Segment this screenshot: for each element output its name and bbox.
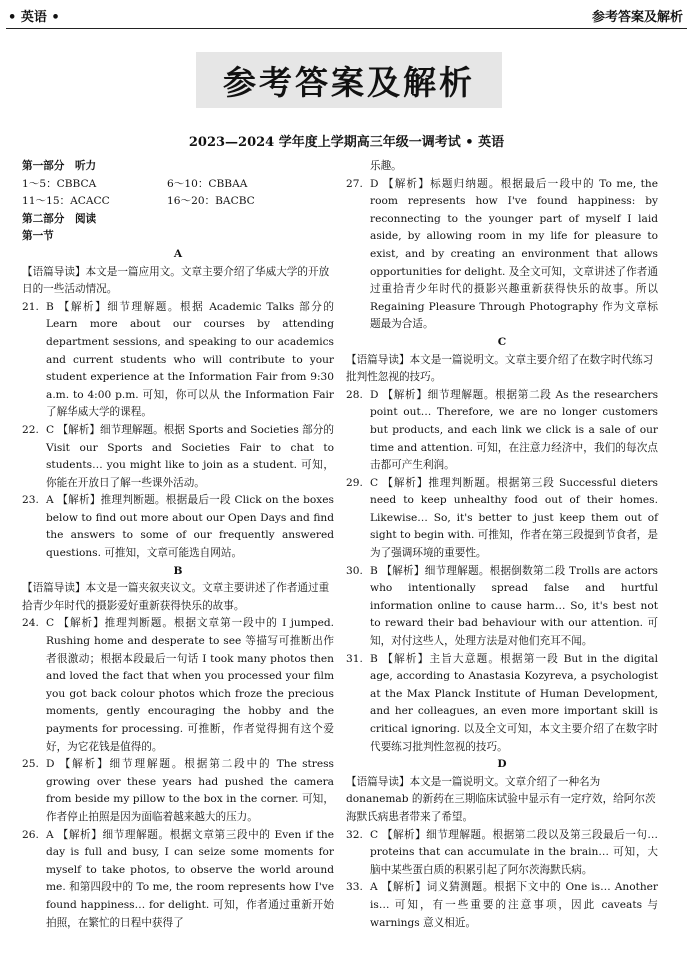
question-explanation: B 【解析】细节理解题。根据倒数第二段 Trolls are actors who intentionally spread false and hurtful information online to cause harm… So, it's best not to reward their bad behaviour with our attention. 可知，对付这些人，处理方法是对他们充耳不闻。 [370,564,658,648]
exam-title: 2023—2024 学年度上学期高三年级一调考试 • 英语 [188,135,505,150]
answer-group: 11～15：ACACC [22,195,110,208]
question-explanation: B 【解析】细节理解题。根据 Academic Talks 部分的 Learn more about our courses by attending department sessions, and speaking to our academics and current students who will contribute to your student experience at the Information Fair from 9:30 a.m. to 4:00 p.m. 可知，你可以从 the Information Fair 了解华威大学的课程。 [46,300,334,419]
section1-heading: 第一节 [22,230,54,243]
passage-intro-d: 【语篇导读】本文是一篇说明文。文章介绍了一种名为 donanemab 的新药在三期临床试验中显示有一定疗效，给阿尔茨海默氏病患者带来了希望。 [346,775,656,823]
question-explanation: D 【解析】细节理解题。根据第二段 As the researchers point out… Therefore, we are no longer customers but products, and each link we click is a sale of our time and attention. 可知，在注意力经济中，我们的每次点击都可产生利润。 [370,388,658,472]
question-item [22,492,334,562]
question-item [346,651,658,757]
header-divider [6,28,687,29]
question-number: 22. [22,423,39,436]
question-item [22,615,334,756]
question-explanation: A 【解析】细节理解题。根据文章第三段中的 Even if the day is full and busy, I can seize some moments for myself to take photos, to observe the world around me. 和第四段中的 To me, the room represents how I've found happiness… for delight. 可知，作者通过重新开始拍照，在繁忙的日程中获得了 [46,828,334,929]
question-number: 28. [346,388,363,401]
question-item [22,827,334,933]
question-item [346,387,658,475]
answer-row [22,193,334,211]
question-number: 33. [346,881,363,894]
question-number: 29. [346,476,363,489]
question-explanation: C 【解析】细节理解题。根据第二段以及第三段最后一句… proteins that can accumulate in the brain… 可知，大脑中某些蛋白质的积累引起了阿尔茨海默氏病。 [370,828,658,876]
question-explanation: C 【解析】推理判断题。根据第三段 Successful dieters need to keep unhealthy food out of their homes. Likewise… So, it's better to just keep them out of sight to begin with. 可推知，作者在第三段提到节食者，是为了强调环境的重要性。 [370,476,658,560]
question-item [346,879,658,932]
part2-heading: 第二部分 阅读 [22,212,97,225]
question-continuation: 乐趣。 [370,160,402,172]
subject-label: • 英语 • [8,10,60,25]
question-explanation: D 【解析】标题归纳题。根据最后一段中的 To me, the room represents how I've found happiness: by reconnecting to the younger part of myself I laid aside, by allowing room in my life for pleasure to exist, and by creating an environment that allows opportunities for delight. 及全文可知，文章讲述了作者通过重拾青少年时代的摄影兴趣重新获得快乐的故事。所以 Regaining Pleasure Through Photography 作为文章标题最为合适。 [370,177,658,331]
question-item [346,563,658,651]
question-number: 31. [346,652,363,665]
question-number: 23. [22,494,39,507]
header-title: 参考答案及解析 [591,10,683,25]
question-number: 30. [346,564,363,577]
right-column [346,158,658,932]
banner-title: 参考答案及解析 [223,62,475,102]
passage-letter-b: B [173,564,183,577]
question-number: 25. [22,758,39,771]
title-banner [196,52,502,108]
question-explanation: C 【解析】细节理解题。根据 Sports and Societies 部分的 Visit our Sports and Societies Fair to chat to students… you might like to join as a student. 可知，你能在开放日了解一些课外活动。 [46,423,334,489]
question-item [346,827,658,880]
question-item [22,756,334,826]
answer-group: 6～10：CBBAA [167,177,248,190]
question-number: 32. [346,828,363,841]
answer-group: 1～5：CBBCA [22,177,97,190]
question-item [22,299,334,422]
page-header [0,0,693,30]
question-explanation: A 【解析】推理判断题。根据最后一段 Click on the boxes below to find out more about our Open Days and find the answers to some of our frequently answered questions. 可推知，文章可能选自网站。 [46,494,334,560]
question-number: 26. [22,828,39,841]
question-explanation: B 【解析】主旨大意题。根据第一段 But in the digital age, according to Anastasia Kozyreva, a psychologist at the Max Planck Institute of Human Development, and her colleagues, an even more important skill is critical ignoring. 以及全文可知，本文主要介绍了在数字时代要练习批判性忽视的技巧。 [370,652,658,753]
question-item [346,475,658,563]
passage-intro-b: 【语篇导读】本文是一篇夹叙夹议文。文章主要讲述了作者通过重拾青少年时代的摄影爱好重新获得快乐的故事。 [22,582,330,612]
question-explanation: C 【解析】推理判断题。根据文章第一段中的 I jumped. Rushing home and desperate to see 等描写可推断出作者很激动；根据本段最后一句话 I took many photos then and loved the fact that when you processed your film you got back colour photos which froze the precious moments, gently encouraging the hobby and the payments for processing. 可推断，作者觉得拥有这个爱好，为它花钱是值得的。 [46,617,334,753]
question-explanation: D 【解析】细节理解题。根据第二段中的 The stress growing over these years had pushed the camera from beside my pillow to the box in the corner. 可知，作者停止拍照是因为面临着越来越大的压力。 [46,758,334,823]
passage-intro-c: 【语篇导读】本文是一篇说明文。文章主要介绍了在数字时代练习批判性忽视的技巧。 [346,353,654,384]
question-number: 21. [22,300,39,313]
question-item [346,176,658,334]
passage-letter-c: C [497,335,507,348]
part1-heading: 第一部分 听力 [22,160,97,172]
question-number: 24. [22,617,39,630]
passage-letter-d: D [497,758,507,771]
answer-row [22,176,334,194]
question-explanation: A 【解析】词义猜测题。根据下文中的 One is… Another is… 可知，有一些重要的注意事项，因此 caveats 与 warnings 意义相近。 [370,881,658,929]
passage-letter-a: A [173,247,183,260]
left-column [22,158,334,932]
answer-group: 16～20：BACBC [167,195,255,208]
passage-intro-a: 【语篇导读】本文是一篇应用文。文章主要介绍了华威大学的开放日的一些活动情况。 [22,265,330,296]
question-number: 27. [346,177,363,190]
question-item [22,422,334,492]
